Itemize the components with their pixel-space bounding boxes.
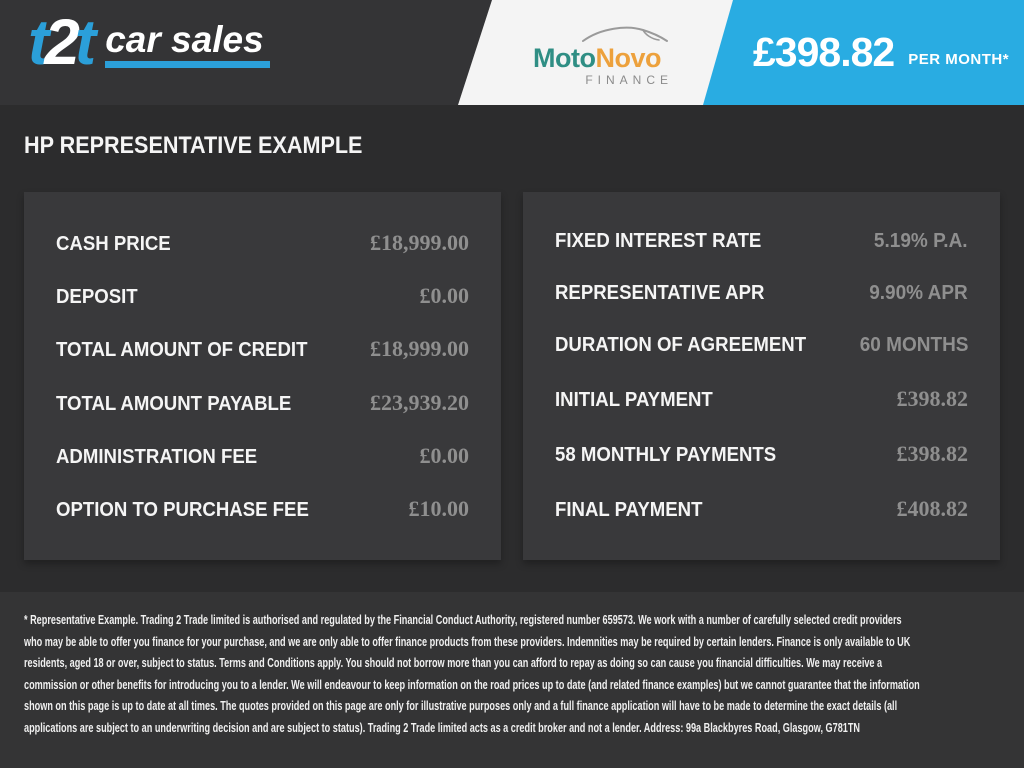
finance-logo-subtext: FINANCE	[585, 73, 673, 87]
row-value: £408.82	[896, 495, 968, 521]
table-row	[56, 230, 469, 256]
table-row	[56, 336, 469, 362]
finance-logo-wordmark: MotoNovo	[533, 43, 661, 73]
table-row	[56, 443, 469, 469]
row-label: FIXED INTEREST RATE	[555, 230, 762, 253]
row-value: 60 MONTHS	[859, 334, 968, 357]
row-label: TOTAL AMOUNT PAYABLE	[56, 392, 292, 415]
row-value: £398.82	[896, 385, 968, 411]
row-label: OPTION TO PURCHASE FEE	[56, 499, 309, 522]
finance-provider-logo	[533, 24, 673, 87]
row-value: £0.00	[419, 442, 469, 468]
monthly-price-suffix: PER MONTH*	[908, 51, 1010, 68]
row-label: DURATION OF AGREEMENT	[555, 334, 807, 357]
monthly-price-banner	[753, 0, 1009, 105]
row-value: £0.00	[419, 282, 469, 308]
row-value: 9.90% APR	[869, 282, 968, 305]
row-value: £18,999.00	[370, 336, 469, 362]
page-title: HP REPRESENTATIVE EXAMPLE	[24, 132, 363, 159]
row-label: REPRESENTATIVE APR	[555, 282, 765, 305]
row-value: £23,939.20	[370, 389, 469, 415]
finance-example-panels	[24, 192, 1000, 560]
car-swoosh-icon	[579, 24, 671, 44]
dealer-logo-mark: t2t	[28, 6, 92, 78]
rate-details-panel	[523, 192, 1000, 560]
row-label: 58 MONTHLY PAYMENTS	[555, 443, 777, 466]
table-row	[56, 390, 469, 416]
row-value: £10.00	[408, 496, 469, 522]
row-label: DEPOSIT	[56, 285, 138, 308]
price-details-panel	[24, 192, 501, 560]
row-label: INITIAL PAYMENT	[555, 388, 713, 411]
dealer-logo[interactable]	[28, 6, 270, 78]
row-value: £398.82	[896, 440, 968, 466]
table-row	[56, 496, 469, 522]
dealer-logo-underline	[105, 21, 269, 68]
row-value: 5.19% P.A.	[874, 230, 968, 253]
footer	[0, 592, 1024, 768]
table-row	[555, 496, 968, 522]
table-row	[555, 230, 968, 253]
monthly-price: £398.82	[753, 29, 895, 75]
row-label: FINAL PAYMENT	[555, 498, 703, 521]
row-label: CASH PRICE	[56, 232, 171, 255]
disclaimer-text: * Representative Example. Trading 2 Trade limited is authorised and regulated by the Financial Conduct Authority, registered number 659573. We work with a number of carefully selected credit providers who may be able to offer you finance for your purchase, and we are only able to offer finance products from these providers. Indemnities may be required by certain lenders. Finance is only available to UK residents, aged 18 or over, subject to status. Terms and Conditions apply. You should not borrow more than you can afford to repay as doing so can cause you financial difficulties. We may receive a commission or other benefits for introducing you to a lender. We will endeavour to keep information on the road prices up to date (and related finance examples) but we cannot guarantee that the information shown on this page is up to date at all times. The quotes provided on this page are only for illustrative purposes only and a full finance application will have to be made to determine the exact details (all applications are subject to an underwriting decision and are subject to status). Trading 2 Trade limited acts as a credit broker and not a lender. Address: 99a Blackbyres Road, Glasgow, G781TN	[24, 613, 920, 735]
table-row	[56, 283, 469, 309]
table-row	[555, 386, 968, 412]
header-banner	[0, 0, 1024, 105]
table-row	[555, 282, 968, 305]
row-label: ADMINISTRATION FEE	[56, 445, 258, 468]
table-row	[555, 334, 968, 357]
row-label: TOTAL AMOUNT OF CREDIT	[56, 339, 308, 362]
table-row	[555, 441, 968, 467]
row-value: £18,999.00	[370, 229, 469, 255]
dealer-logo-text: car sales	[105, 19, 264, 60]
